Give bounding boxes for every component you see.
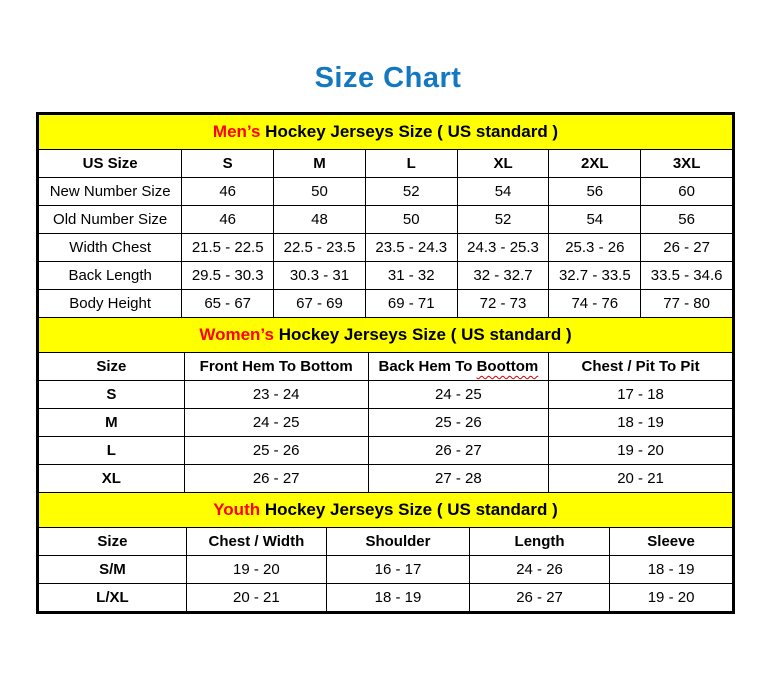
value-cell: 29.5 - 30.3 <box>182 262 274 290</box>
value-cell: 52 <box>457 206 549 234</box>
value-cell: 69 - 71 <box>365 290 457 318</box>
mens-row-body-height <box>39 290 733 318</box>
value-cell: 21.5 - 22.5 <box>182 234 274 262</box>
womens-row-xl <box>39 465 733 493</box>
value-cell: 24 - 25 <box>368 381 548 409</box>
column-header-front-hem-to-bottom: Front Hem To Bottom <box>184 353 368 381</box>
value-cell: 48 <box>274 206 366 234</box>
column-header-m: M <box>274 150 366 178</box>
column-header-back-hem-to-boottom: Back Hem To Boottom <box>368 353 548 381</box>
row-label: S <box>39 381 185 409</box>
value-cell: 50 <box>274 178 366 206</box>
value-cell: 25.3 - 26 <box>549 234 641 262</box>
value-cell: 17 - 18 <box>549 381 733 409</box>
mens-title-rest: Hockey Jerseys Size ( US standard ) <box>260 122 559 141</box>
value-cell: 18 - 19 <box>327 584 470 612</box>
womens-row-s <box>39 381 733 409</box>
value-cell: 22.5 - 23.5 <box>274 234 366 262</box>
column-header-size: Size <box>39 528 187 556</box>
value-cell: 24.3 - 25.3 <box>457 234 549 262</box>
mens-title-prefix: Men’s <box>212 122 261 141</box>
womens-header-row <box>39 353 733 381</box>
value-cell: 46 <box>182 178 274 206</box>
value-cell: 72 - 73 <box>457 290 549 318</box>
value-cell: 54 <box>549 206 641 234</box>
youth-row-s-m <box>39 556 733 584</box>
youth-row-l-xl <box>39 584 733 612</box>
value-cell: 27 - 28 <box>368 465 548 493</box>
row-label: M <box>39 409 185 437</box>
row-label: Back Length <box>39 262 182 290</box>
womens-size-table <box>38 317 733 493</box>
youth-header-row <box>39 528 733 556</box>
value-cell: 24 - 25 <box>184 409 368 437</box>
row-label: L <box>39 437 185 465</box>
value-cell: 46 <box>182 206 274 234</box>
womens-title-prefix: Women’s <box>199 325 274 344</box>
value-cell: 26 - 27 <box>469 584 609 612</box>
mens-row-width-chest <box>39 234 733 262</box>
value-cell: 33.5 - 34.6 <box>641 262 733 290</box>
column-header-us-size: US Size <box>39 150 182 178</box>
value-cell: 18 - 19 <box>610 556 733 584</box>
value-cell: 23 - 24 <box>184 381 368 409</box>
value-cell: 31 - 32 <box>365 262 457 290</box>
value-cell: 19 - 20 <box>186 556 326 584</box>
mens-row-old-number-size <box>39 206 733 234</box>
value-cell: 32.7 - 33.5 <box>549 262 641 290</box>
value-cell: 56 <box>549 178 641 206</box>
womens-section-title <box>39 318 733 353</box>
value-cell: 54 <box>457 178 549 206</box>
value-cell: 32 - 32.7 <box>457 262 549 290</box>
womens-section-row <box>39 318 733 353</box>
row-label: Body Height <box>39 290 182 318</box>
value-cell: 23.5 - 24.3 <box>365 234 457 262</box>
row-label: S/M <box>39 556 187 584</box>
row-label: Old Number Size <box>39 206 182 234</box>
column-header-2xl: 2XL <box>549 150 641 178</box>
value-cell: 26 - 27 <box>368 437 548 465</box>
value-cell: 77 - 80 <box>641 290 733 318</box>
misspelled-word: Boottom <box>476 358 539 375</box>
value-cell: 19 - 20 <box>610 584 733 612</box>
mens-row-new-number-size <box>39 178 733 206</box>
mens-size-table <box>38 114 733 318</box>
row-label: New Number Size <box>39 178 182 206</box>
youth-section-title <box>39 493 733 528</box>
column-header-shoulder: Shoulder <box>327 528 470 556</box>
mens-section-row <box>39 115 733 150</box>
value-cell: 20 - 21 <box>549 465 733 493</box>
womens-row-m <box>39 409 733 437</box>
column-header-size: Size <box>39 353 185 381</box>
column-header-3xl: 3XL <box>641 150 733 178</box>
youth-size-table <box>38 492 733 612</box>
youth-section-row <box>39 493 733 528</box>
column-header-s: S <box>182 150 274 178</box>
value-cell: 65 - 67 <box>182 290 274 318</box>
value-cell: 24 - 26 <box>469 556 609 584</box>
womens-title-rest: Hockey Jerseys Size ( US standard ) <box>273 325 572 344</box>
column-header-xl: XL <box>457 150 549 178</box>
value-cell: 25 - 26 <box>368 409 548 437</box>
column-header-chest-width: Chest / Width <box>186 528 326 556</box>
value-cell: 16 - 17 <box>327 556 470 584</box>
value-cell: 18 - 19 <box>549 409 733 437</box>
youth-title-prefix: Youth <box>213 500 261 519</box>
value-cell: 56 <box>641 206 733 234</box>
page-title: Size Chart <box>314 62 462 94</box>
value-cell: 60 <box>641 178 733 206</box>
row-label: Width Chest <box>39 234 182 262</box>
column-header-length: Length <box>469 528 609 556</box>
column-header-sleeve: Sleeve <box>610 528 733 556</box>
value-cell: 19 - 20 <box>549 437 733 465</box>
womens-row-l <box>39 437 733 465</box>
size-chart-tables <box>36 112 735 614</box>
row-label: XL <box>39 465 185 493</box>
youth-title-rest: Hockey Jerseys Size ( US standard ) <box>260 500 558 519</box>
mens-row-back-length <box>39 262 733 290</box>
value-cell: 74 - 76 <box>549 290 641 318</box>
column-header-chest-pit-to-pit: Chest / Pit To Pit <box>549 353 733 381</box>
value-cell: 26 - 27 <box>641 234 733 262</box>
value-cell: 25 - 26 <box>184 437 368 465</box>
value-cell: 26 - 27 <box>184 465 368 493</box>
mens-header-row <box>39 150 733 178</box>
value-cell: 52 <box>365 178 457 206</box>
value-cell: 67 - 69 <box>274 290 366 318</box>
value-cell: 20 - 21 <box>186 584 326 612</box>
value-cell: 30.3 - 31 <box>274 262 366 290</box>
mens-section-title <box>39 115 733 150</box>
column-header-l: L <box>365 150 457 178</box>
row-label: L/XL <box>39 584 187 612</box>
value-cell: 50 <box>365 206 457 234</box>
